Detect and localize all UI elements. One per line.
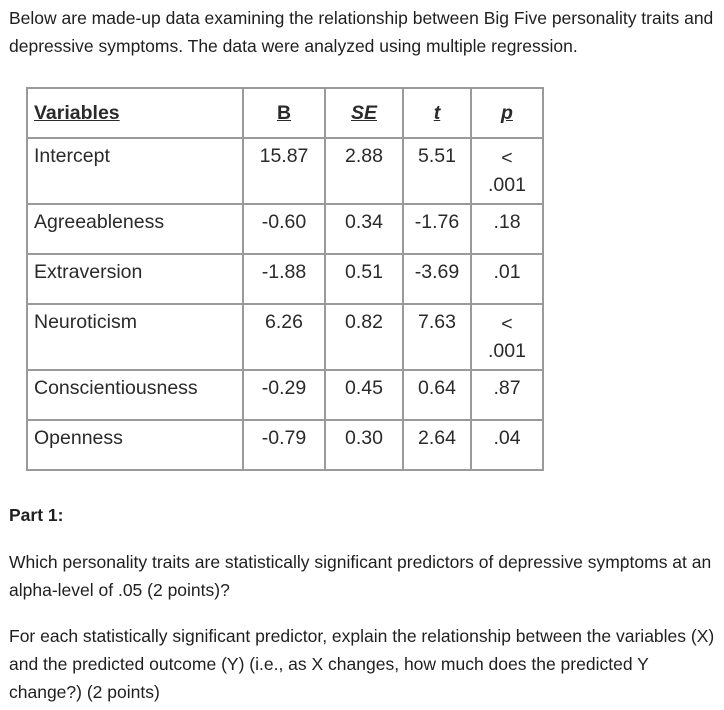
question-1: Which personality traits are statistically significant predictors of depressive symptoms at an alpha-level of .05 (2 points)? xyxy=(9,552,712,600)
table-row xyxy=(27,420,543,470)
cell-b: -1.88 xyxy=(243,254,325,304)
cell-se: 0.51 xyxy=(325,254,403,304)
cell-t: 0.64 xyxy=(403,370,471,420)
cell-se: 0.34 xyxy=(325,204,403,254)
table-row xyxy=(27,138,543,204)
cell-se: 0.45 xyxy=(325,370,403,420)
cell-b: 6.26 xyxy=(243,304,325,370)
cell-b: -0.79 xyxy=(243,420,325,470)
cell-p: < .001 xyxy=(471,138,543,204)
cell-t: -1.76 xyxy=(403,204,471,254)
regression-table xyxy=(26,87,544,471)
cell-b: 15.87 xyxy=(243,138,325,204)
header-b: B xyxy=(243,88,325,138)
cell-t: 7.63 xyxy=(403,304,471,370)
cell-p: .87 xyxy=(471,370,543,420)
header-variables: Variables xyxy=(27,88,243,138)
question-2: For each statistically significant predictor, explain the relationship between the variables (X) and the predicted outcome (Y) (i.e., as X changes, how much does the predicted Y change?) (2 points) xyxy=(9,626,715,702)
cell-t: 5.51 xyxy=(403,138,471,204)
cell-variable: Openness xyxy=(27,420,243,470)
table-row xyxy=(27,304,543,370)
cell-variable: Intercept xyxy=(27,138,243,204)
table-row xyxy=(27,370,543,420)
cell-p: < .001 xyxy=(471,304,543,370)
table-header-row xyxy=(27,88,543,138)
cell-variable: Neuroticism xyxy=(27,304,243,370)
table-row xyxy=(27,254,543,304)
table-row xyxy=(27,204,543,254)
cell-variable: Agreeableness xyxy=(27,204,243,254)
header-t: t xyxy=(403,88,471,138)
part-label: Part 1: xyxy=(9,505,64,525)
cell-t: -3.69 xyxy=(403,254,471,304)
cell-variable: Extraversion xyxy=(27,254,243,304)
cell-b: -0.60 xyxy=(243,204,325,254)
cell-variable: Conscientiousness xyxy=(27,370,243,420)
cell-se: 0.30 xyxy=(325,420,403,470)
cell-se: 0.82 xyxy=(325,304,403,370)
cell-t: 2.64 xyxy=(403,420,471,470)
header-p: p xyxy=(471,88,543,138)
intro-paragraph: Below are made-up data examining the relationship between Big Five personality traits and depressive symptoms. The data were analyzed using multiple regression. xyxy=(9,8,714,56)
cell-p: .04 xyxy=(471,420,543,470)
cell-b: -0.29 xyxy=(243,370,325,420)
header-se: SE xyxy=(325,88,403,138)
cell-p: .18 xyxy=(471,204,543,254)
cell-se: 2.88 xyxy=(325,138,403,204)
cell-p: .01 xyxy=(471,254,543,304)
